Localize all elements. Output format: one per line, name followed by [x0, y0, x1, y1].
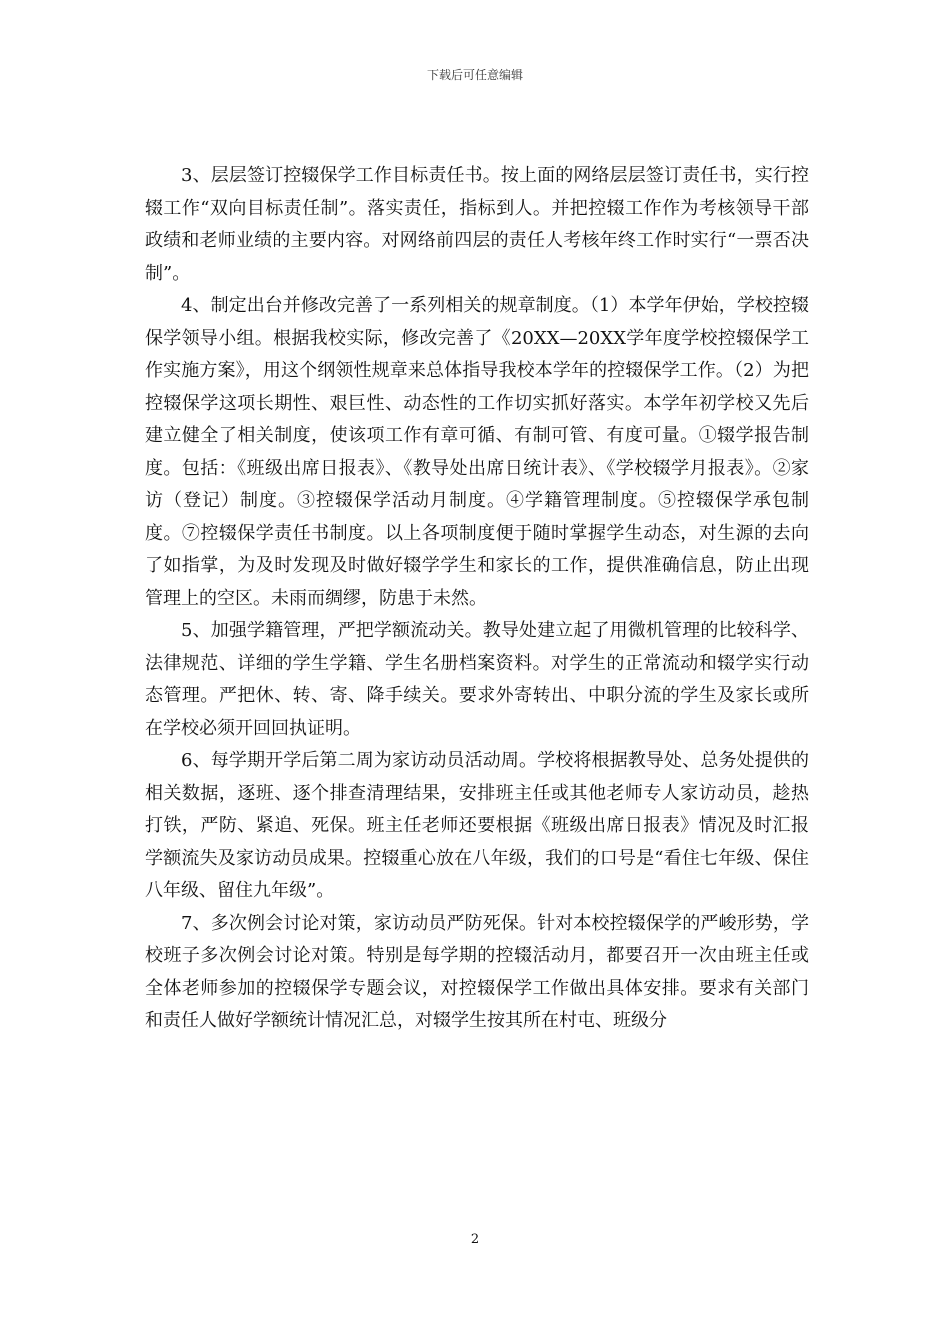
paragraph-7-meetings: 7、多次例会讨论对策，家访动员严防死保。针对本校控辍保学的严峻形势，学校班子多次例会讨论对策。特别是每学期的控辍活动月，都要召开一次由班主任或全体老师参加的控辍保学专题会议，对控辍保学工作做出具体安排。要求有关部门和责任人做好学额统计情况汇总，对辍学生按其所在村屯、班级分 — [145, 912, 809, 1031]
paragraph-3-responsibility: 3、层层签订控辍保学工作目标责任书。按上面的网络层层签订责任书，实行控辍工作“双向目标责任制”。落实责任，指标到人。并把控辍工作作为考核领导干部政绩和老师业绩的主要内容。对网络前四层的责任人考核年终工作时实行“一票否决制”。 — [145, 165, 809, 284]
paragraph-5-enrollment: 5、加强学籍管理，严把学额流动关。教导处建立起了用微机管理的比较科学、法律规范、详细的学生学籍、学生名册档案资料。对学生的正常流动和辍学实行动态管理。严把休、转、寄、降手续关。要求外寄转出、中职分流的学生及家长或所在学校必须开回回执证明。 — [145, 620, 809, 739]
page-number: 2 — [470, 1232, 480, 1247]
paragraph-4-regulations: 4、制定出台并修改完善了一系列相关的规章制度。（1）本学年伊始，学校控辍保学领导小组。根据我校实际，修改完善了《20XX—20XX学年度学校控辍保学工作实施方案》，用这个纲领性规章来总体指导我校本学年的控辍保学工作。（2）为把控辍保学这项长期性、艰巨性、动态性的工作切实抓好落实。本学年初学校又先后建立健全了相关制度，使该项工作有章可循、有制可管、有度可量。①辍学报告制度。包括：《班级出席日报表》、《教导处出席日统计表》、《学校辍学月报表》。②家访（登记）制度。③控辍保学活动月制度。④学籍管理制度。⑤控辍保学承包制度。⑦控辍保学责任书制度。以上各项制度便于随时掌握学生动态，对生源的去向了如指掌，为及时发现及时做好辍学学生和家长的工作，提供准确信息，防止出现管理上的空区。未雨而绸缪，防患于未然。 — [145, 295, 809, 609]
document-body — [145, 160, 809, 1038]
paragraph-6-home-visits: 6、每学期开学后第二周为家访动员活动周。学校将根据教导处、总务处提供的相关数据，逐班、逐个排查清理结果，安排班主任或其他老师专人家访动员，趁热打铁，严防、紧追、死保。班主任老师还要根据《班级出席日报表》情况及时汇报学额流失及家访动员成果。控辍重心放在八年级，我们的口号是“看住七年级、保住八年级、留住九年级”。 — [145, 750, 809, 901]
page-header: 下载后可任意编辑 — [426, 68, 523, 82]
